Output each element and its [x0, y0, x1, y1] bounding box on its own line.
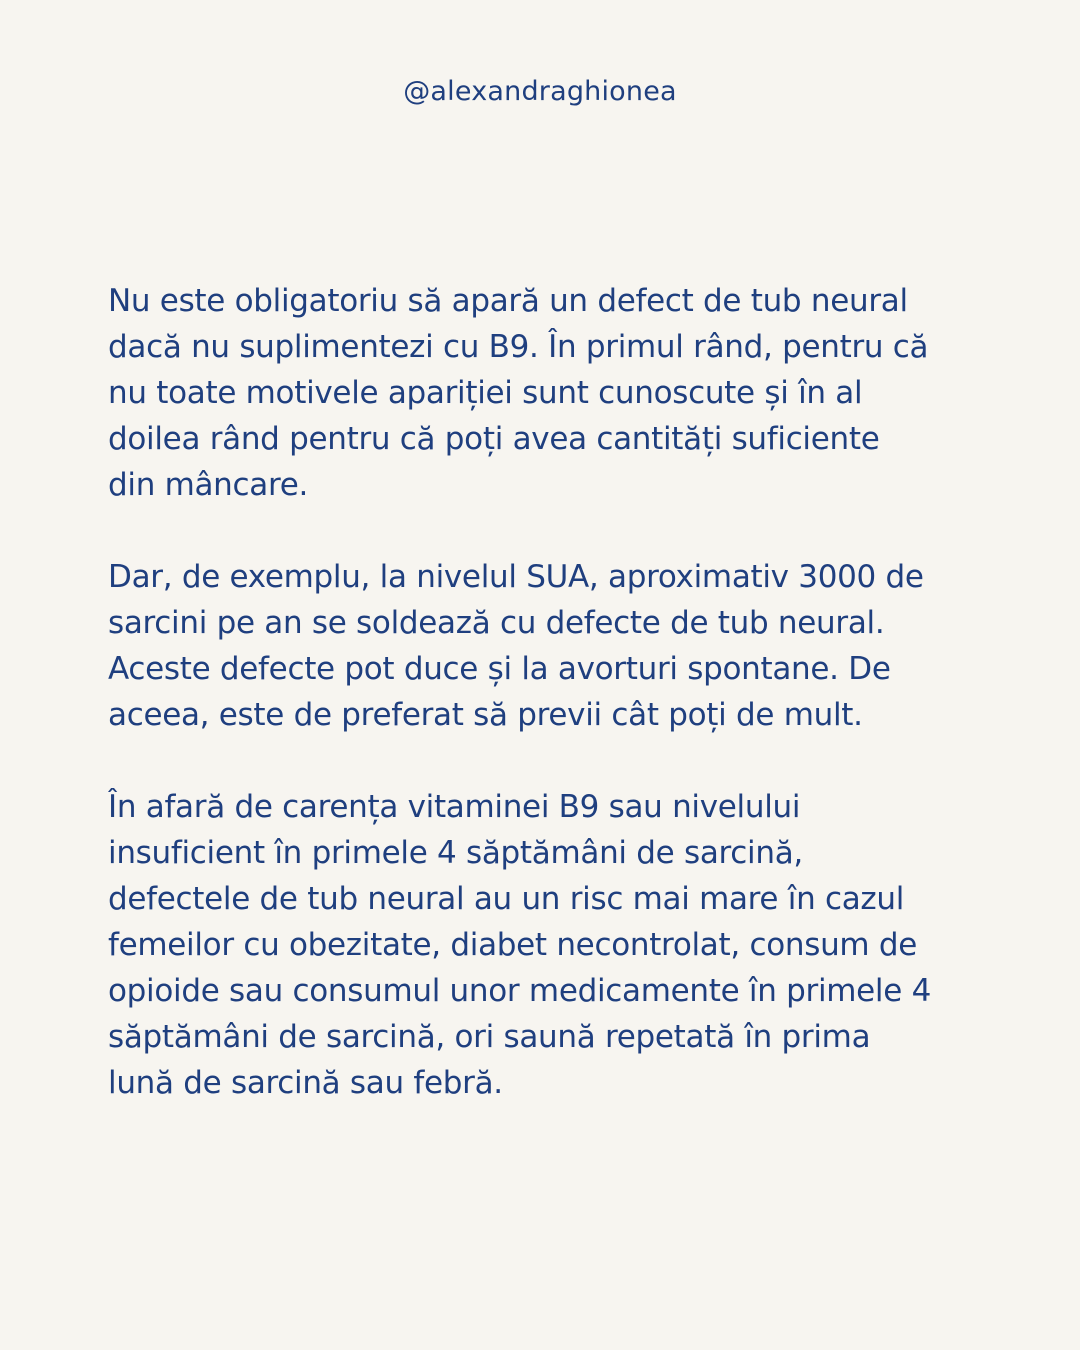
body-text [108, 278, 988, 1152]
paragraph-3: În afară de carența vitaminei B9 sau nivelului insuficient în primele 4 săptămâni de sarcină, defectele de tub neural au un risc mai mare în cazul femeilor cu obezitate, diabet necontrolat, consum de opioide sau consumul unor medicamente în primele 4 săptămâni de sarcină, ori saună repetată în prima lună de sarcină sau febră. [108, 789, 931, 1101]
paragraph-2: Dar, de exemplu, la nivelul SUA, aproximativ 3000 de sarcini pe an se soldează cu defecte de tub neural. Aceste defecte pot duce și la avorturi spontane. De aceea, este de preferat să previi cât poți de mult. [108, 559, 924, 733]
author-handle: @alexandraghionea [403, 76, 677, 107]
paragraph-1: Nu este obligatoriu să apară un defect de tub neural dacă nu suplimentezi cu B9. În primul rând, pentru că nu toate motivele apariției sunt cunoscute și în al doilea rând pentru că poți avea cantități suficiente din mâncare. [108, 283, 929, 503]
